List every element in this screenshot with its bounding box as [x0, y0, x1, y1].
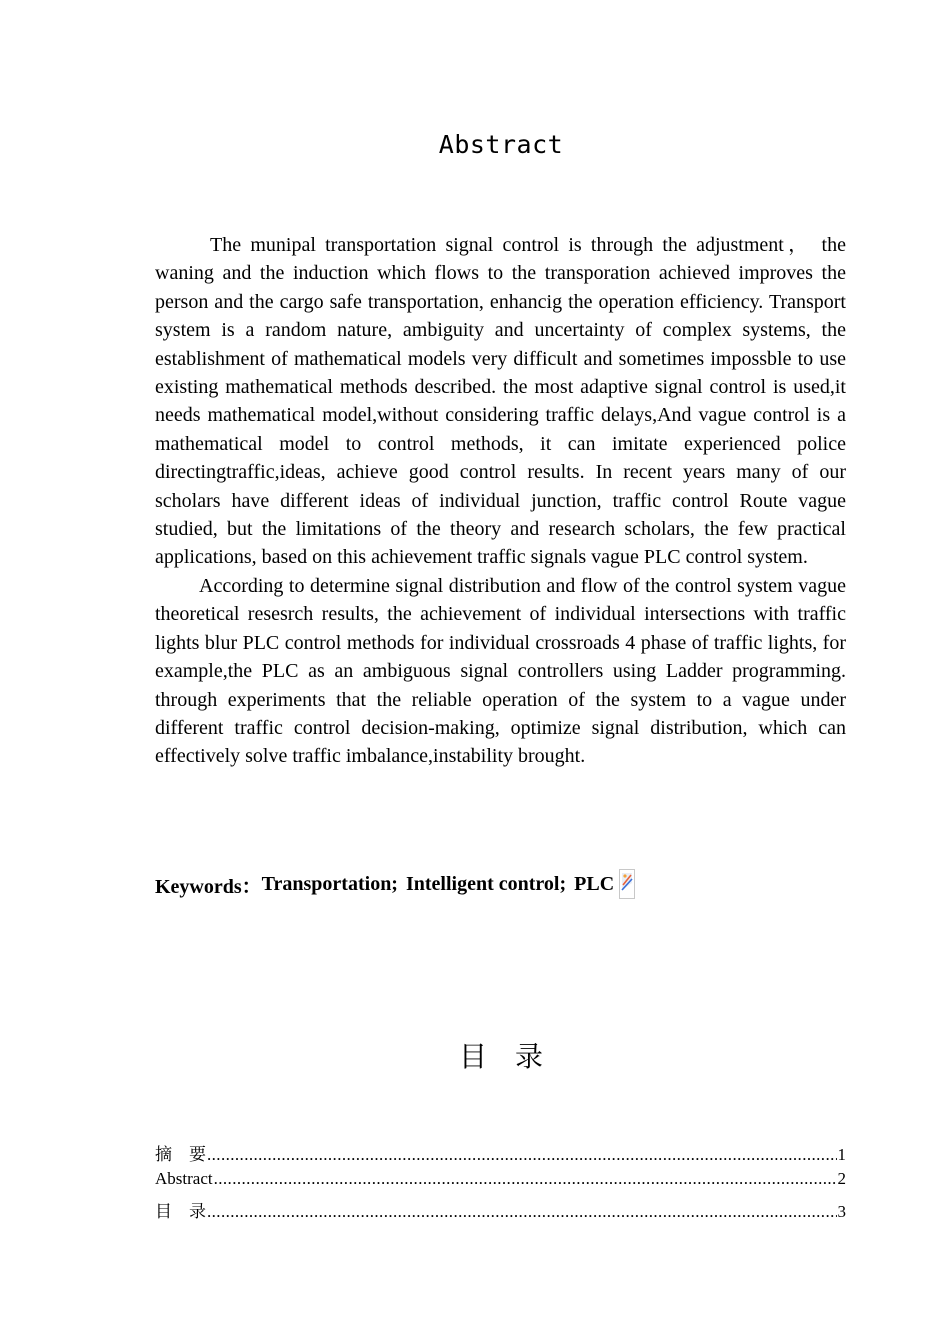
keyword-item: PLC: [574, 872, 615, 895]
keywords-label: Keywords：: [155, 875, 262, 898]
toc-leader-dots: [207, 1145, 837, 1165]
toc-entry-page: 3: [837, 1202, 846, 1221]
toc-entry[interactable]: [155, 1140, 846, 1169]
toc-title: 目录: [458, 1040, 571, 1073]
abstract-body: [155, 231, 846, 771]
toc-leader-dots: [214, 1169, 837, 1189]
toc-entry[interactable]: [155, 1169, 846, 1198]
keyword-item: Intelligent control;: [405, 872, 567, 895]
toc-entry-page: 1: [837, 1145, 846, 1164]
toc-entry[interactable]: [155, 1197, 846, 1226]
abstract-title: Abstract: [438, 130, 564, 159]
toc-entry-page: 2: [837, 1168, 846, 1188]
keyword-item: Transportation;: [261, 872, 398, 895]
toc-entry-label: 摘 要: [155, 1145, 206, 1164]
broken-image-icon: [619, 869, 635, 899]
table-of-contents: [155, 1140, 846, 1226]
toc-leader-dots: [207, 1202, 837, 1222]
keywords-line: [155, 869, 635, 899]
abstract-paragraph-2: According to determine signal distribution and flow of the control system vague theoretical resesrch results, the achievement of individual intersections with traffic lights blur PLC control methods for individual crossroads 4 phase of traffic lights, for example,the PLC as an ambiguous signal controllers using Ladder programming. through experiments that the reliable operation of the system to a vague under different traffic control decision-making, optimize signal distribution, which can effectively solve traffic imbalance,instability brought.: [155, 574, 846, 768]
abstract-paragraph-1: The munipal transportation signal control is through the adjustment， the waning and the induction which flows to the transporation achieved improves the person and the cargo safe transportation, enhancig the operation efficiency. Transport system is a random nature, ambiguity and uncertainty of complex systems, the establishment of mathematical models very difficult and sometimes impossble to use existing mathematical methods described. the most adaptive signal control is used,it needs mathematical model,without considering traffic delays,And vague control is a mathematical model to control methods, it can imitate experienced police directingtraffic,ideas, achieve good control results. In recent years many of our scholars have different ideas of individual junction, traffic control Route vague studied, but the limitations of the theory and research scholars, the few practical applications, based on this achievement traffic signals vague PLC control system.: [155, 234, 846, 569]
toc-entry-label: Abstract: [155, 1168, 213, 1188]
toc-entry-label: 目 录: [155, 1202, 206, 1221]
